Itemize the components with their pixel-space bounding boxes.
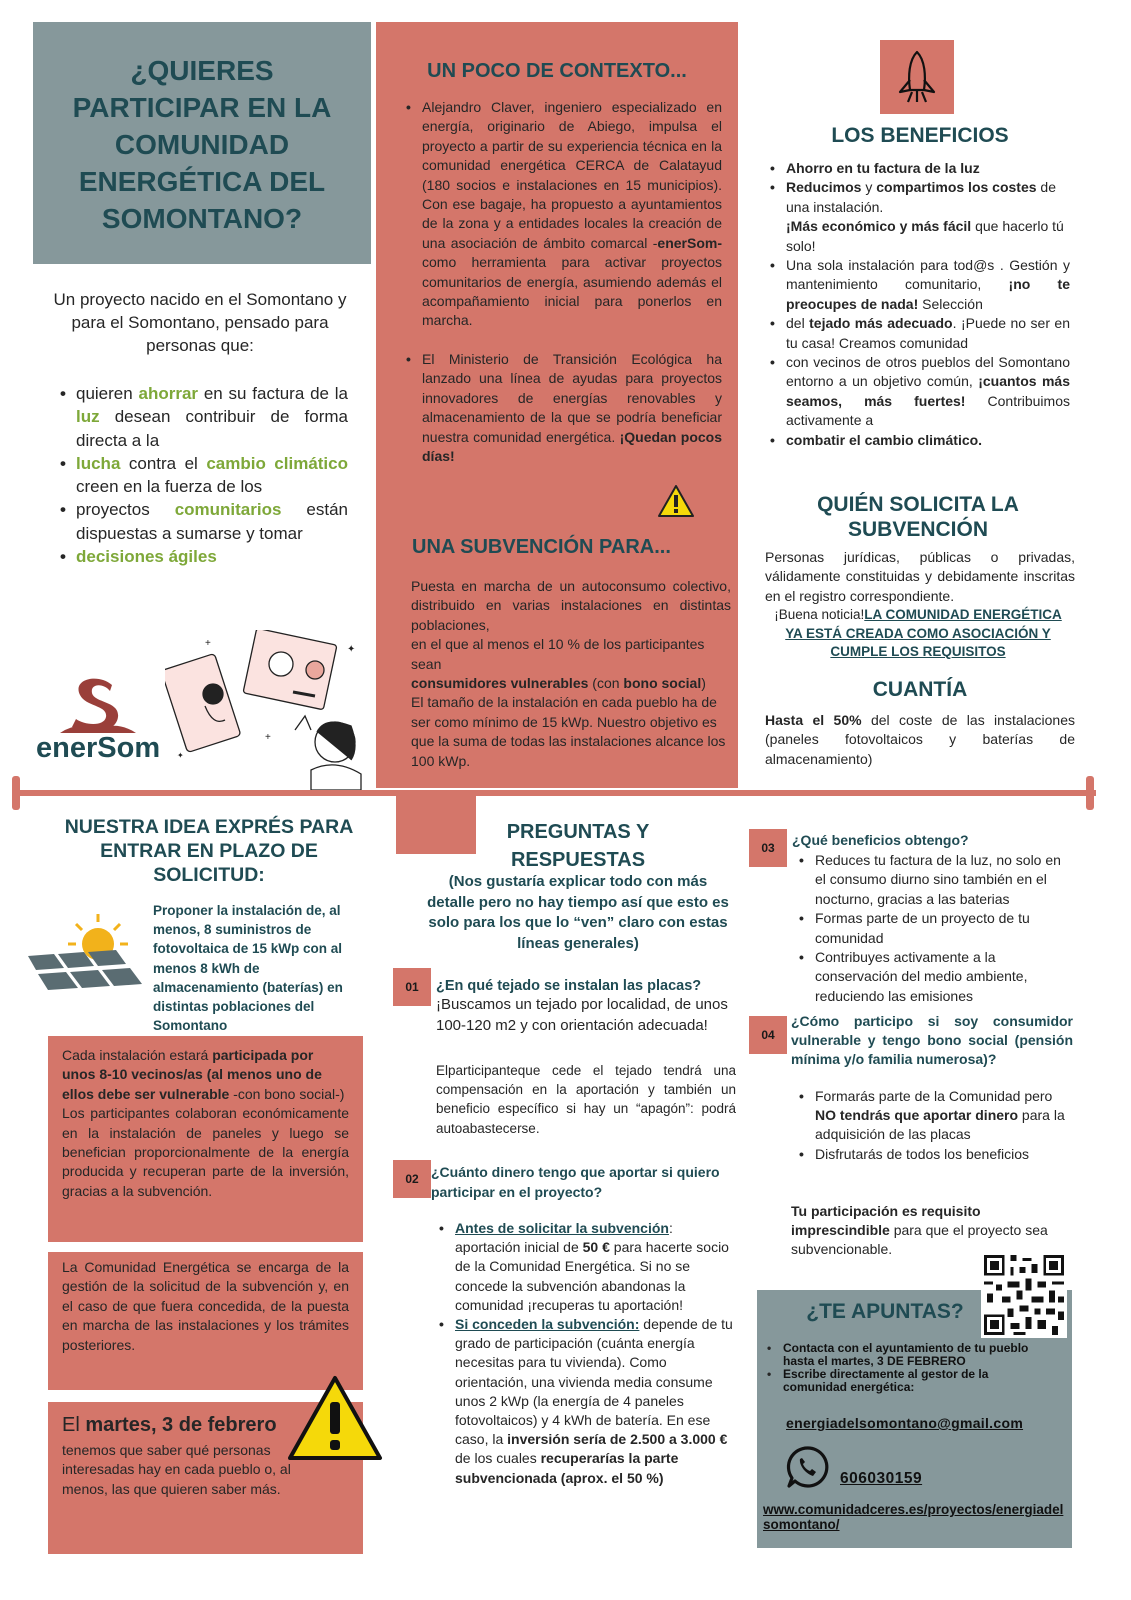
svg-text:✦: ✦	[347, 644, 356, 655]
beneficio-item: • Una sola instalación para tod@s . Gestión y mantenimiento comunitario, ¡no te preocupes de nada! Selección	[786, 256, 1070, 314]
rocket-icon	[892, 50, 942, 106]
apuntas-list	[783, 1342, 1053, 1394]
beneficio-item: • Ahorro en tu factura de la luz	[786, 159, 1070, 178]
q4-answer: • Disfrutarás de todos los beneficios	[815, 1145, 1065, 1164]
q2-number: 02	[393, 1160, 431, 1198]
divider-cap-left	[12, 776, 20, 810]
quien-body: Personas jurídicas, públicas o privadas, válidamente constituidas y debidamente inscritas en el registro correspondiente.	[765, 549, 1075, 604]
q3-number: 03	[749, 829, 787, 867]
antes-link[interactable]: Antes de solicitar la subvención	[455, 1220, 669, 1236]
qa-subtitle: (Nos gustaría explicar todo con más detalle pero no hay tiempo así que esto es solo para los que lo “ven” claro con estas líneas generales)	[427, 873, 729, 952]
svg-text:+: +	[205, 638, 211, 649]
subvencion-line: Puesta en marcha de un autoconsumo colectivo, distribuido en varias instalaciones en distintas poblaciones,	[411, 578, 731, 633]
phone-number[interactable]: 606030159	[840, 1470, 923, 1487]
si-conceden-link[interactable]: Si conceden la subvención:	[455, 1316, 640, 1333]
woman-phone-illustration-icon	[165, 630, 370, 790]
subvencion-line: El tamaño de la instalación en cada pueblo ha de ser como mínimo de 15 kWp. Nuestro objetivo es que la suma de todas las instalaciones alcance los 100 kWp.	[411, 694, 726, 769]
q3-question: ¿Qué beneficios obtengo?	[792, 832, 969, 848]
beneficios-list	[786, 159, 1070, 450]
quien-note: ¡Buena noticia!LA COMUNIDAD ENERGÉTICA YA ESTÁ CREADA COMO ASOCIACIÓN Y CUMPLE LOS REQUISITOS	[774, 607, 1062, 659]
email-link[interactable]: energiadelsomontano@gmail.com	[786, 1415, 1024, 1431]
q4-answers	[815, 1087, 1065, 1164]
divider-tab	[396, 796, 476, 854]
requisitos-link[interactable]: LA COMUNIDAD ENERGÉTICA YA ESTÁ CREADA COMO ASOCIACIÓN Y CUMPLE LOS REQUISITOS	[785, 607, 1062, 659]
svg-text:+: +	[265, 732, 271, 743]
intro-bullet: • quieren ahorrar en su factura de la luz desean contribuir de forma directa a la	[76, 382, 348, 452]
q2-answer: • Si conceden la subvención: depende de tu grado de participación (cuánta energía necesitas para tu vivienda). Como orientación, una vivienda media consume unos 2 kWp (la energía de 4 paneles fotovoltaicos) y 4 kWh de batería. En ese caso, la inversión sería de 2.500 a 3.000 € de los cuales recuperarías la parte subvencionada (aprox. el 50 %)	[455, 1315, 737, 1488]
beneficio-item: • con vecinos de otros pueblos del Somontano entorno a un objetivo común, ¡cuantos más seamos, más fuertes! Contribuimos activamente a	[786, 353, 1070, 431]
enersom-logo-text: enerSom	[36, 732, 161, 764]
q3-answer: • Reduces tu factura de la luz, no solo en el consumo diurno sino también en el nocturno, gracias a las baterias	[815, 851, 1073, 909]
solar-panel-icon	[24, 910, 152, 1006]
q2-answer: • Antes de solicitar la subvención: aportación inicial de 50 € para hacerte socio de la Comunidad Energética. Si no se concede la subvención abandonas la comunidad ¡recuperas tu aportación!	[455, 1219, 737, 1315]
qa-title: PREGUNTAS Y RESPUESTAS	[506, 821, 650, 871]
idea-box-1: Cada instalación estará participada por unos 8-10 vecinos/as (al menos uno de ellos debe ser vulnerable -con bono social-) Los participantes colaboran económicamente en la instalación de paneles y luego se benefician proporcionalmente de la energía producida y recuperan parte de la inversión, gracias a la subvención.	[48, 1036, 363, 1242]
idea-box-3: El martes, 3 de febrero tenemos que saber qué personas interesadas hay en cada pueblo o, al menos, las que quieren saber más.	[48, 1402, 363, 1554]
intro-lead: Un proyecto nacido en el Somontano y para el Somontano, pensado para personas que:	[53, 290, 347, 355]
cuantia-body: Hasta el 50% del coste de las instalaciones (paneles fotovoltaicos y baterías de almacenamiento)	[765, 712, 1075, 767]
q3-answer: • Formas parte de un proyecto de tu comunidad	[815, 909, 1073, 948]
intro-bullets	[76, 382, 348, 568]
q1-answer-2: Elparticipanteque cede el tejado tendrá una compensación en la aportación y también un beneficio específico si hay un “apagón”: podrá autoabastecerse.	[436, 1063, 736, 1136]
subvencion-line: consumidores vulnerables (con bono social)	[411, 675, 706, 692]
intro-bullet: • proyectos comunitarios están dispuestas a sumarse y tomar	[76, 498, 348, 545]
apuntas-title: ¿TE APUNTAS?	[806, 1300, 964, 1323]
intro-bullet: • lucha contra el cambio climático creen en la fuerza de los	[76, 452, 348, 499]
q1-number: 01	[393, 968, 431, 1006]
idea-title: NUESTRA IDEA EXPRÉS PARA ENTRAR EN PLAZO DE SOLICITUD:	[64, 816, 354, 886]
website-link[interactable]: www.comunidadceres.es/proyectos/energiadelsomontano/	[763, 1502, 1064, 1532]
warning-large-icon	[286, 1374, 384, 1464]
intro-bullet: • decisiones ágiles	[76, 545, 348, 568]
apuntas-item: • Contacta con el ayuntamiento de tu pueblo hasta el martes, 3 DE FEBRERO	[783, 1342, 1053, 1368]
beneficio-item: • Reducimos y compartimos los costes de una instalación. ¡Más económico y más fácil que hacerlo tú solo!	[786, 178, 1070, 256]
subvencion-line: en el que al menos el 10 % de los participantes sean	[411, 636, 705, 672]
apuntas-item: • Escribe directamente al gestor de la comunidad energética:	[783, 1368, 1053, 1394]
warning-icon	[657, 484, 695, 518]
context-bullet: • Alejandro Claver, ingeniero especializado en energía, originario de Abiego, impulsa el proyecto a partir de su experiencia técnica en la comunidad energética CERCA de Calatayud (180 socios e instalaciones en 15 municipios). Con ese bagaje, ha propuesto a ayuntamientos de la zona y a entidades locales la creación de una asociación de ámbito comarcal -enerSom- como herramienta para activar proyectos comunitarios de energía, asumiendo además el acompañamiento inicial para ponerlos en marcha.	[422, 98, 722, 331]
idea-proposal: Proponer la instalación de, al menos, 8 suministros de fotovoltaica de 15 kWp con al menos 8 kWh de almacenamiento (baterías) en distintas poblaciones del Somontano	[153, 903, 343, 1034]
q1-answer-1: ¡Buscamos un tejado por localidad, de unos 100-120 m2 y con orientación adecuada!	[436, 996, 728, 1034]
main-title: ¿QUIERES PARTICIPAR EN LA COMUNIDAD ENERGÉTICA DEL SOMONTANO?	[72, 55, 332, 234]
q2-question: ¿Cuánto dinero tengo que aportar si quiero participar en el proyecto?	[431, 1164, 720, 1200]
beneficios-title: LOS BENEFICIOS	[831, 124, 1009, 147]
whatsapp-icon[interactable]	[785, 1444, 831, 1490]
context-bullet: • El Ministerio de Transición Ecológica ha lanzado una línea de ayudas para proyectos innovadores de energías renovables y almacenamiento de la que se podría beneficiar nuestra comunidad energética. ¡Quedan pocos días!	[422, 350, 722, 466]
qr-code-icon[interactable]	[981, 1252, 1067, 1338]
quien-title: QUIÉN SOLICITA LA SUBVENCIÓN	[817, 493, 1019, 541]
divider-cap-right	[1086, 776, 1094, 810]
q4-number: 04	[749, 1016, 787, 1054]
q3-answers	[815, 851, 1073, 1006]
q2-answers	[455, 1219, 737, 1488]
q4-answer: • Formarás parte de la Comunidad pero NO tendrás que aportar dinero para la adquisición de las placas	[815, 1087, 1065, 1145]
q1-question: ¿En qué tejado se instalan las placas?	[436, 978, 702, 994]
section-divider	[14, 790, 1096, 796]
subvencion-body	[411, 577, 731, 771]
subvencion-title: UNA SUBVENCIÓN PARA...	[412, 536, 671, 558]
beneficio-item: • combatir el cambio climático.	[786, 431, 1070, 450]
context-title: UN POCO DE CONTEXTO...	[427, 60, 687, 82]
enersom-logo-icon	[58, 675, 138, 737]
context-bullets	[422, 98, 722, 466]
svg-text:✦: ✦	[177, 751, 184, 760]
q3-answer: • Contribuyes activamente a la conservación del medio ambiente, reduciendo las emisiones	[815, 948, 1073, 1006]
beneficio-item: • del tejado más adecuado. ¡Puede no ser en tu casa! Creamos comunidad	[786, 314, 1070, 353]
cuantia-title: CUANTÍA	[872, 678, 968, 701]
q4-question: ¿Cómo participo si soy consumidor vulnerable y tengo bono social (pensión mínima y/o familia numerosa)?	[791, 1013, 1073, 1067]
idea-box-2: La Comunidad Energética se encarga de la gestión de la solicitud de la subvención y, en el caso de que fuera concedida, de la puesta en marcha de las instalaciones y los trámites posteriores.	[48, 1252, 363, 1390]
q4-requisito: Tu participación es requisito imprescindible para que el proyecto sea subvencionable.	[791, 1203, 1048, 1258]
